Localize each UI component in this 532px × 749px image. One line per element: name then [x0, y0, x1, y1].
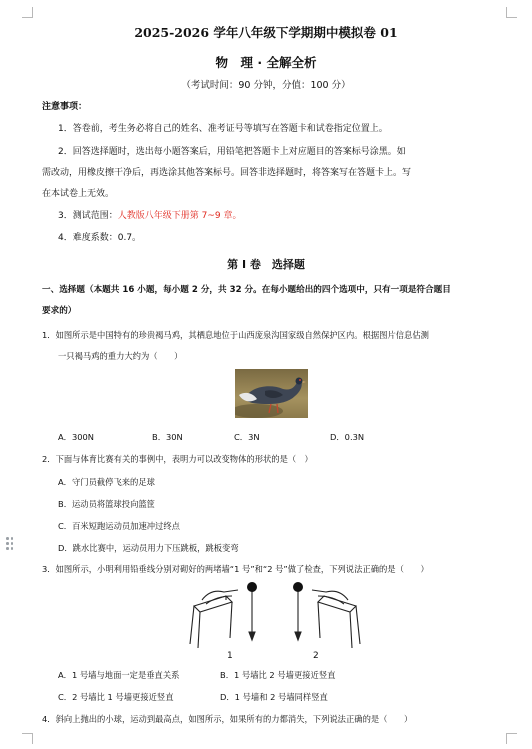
question-2-option-d: D．跳水比赛中，运动员用力下压跳板，跳板变弯: [58, 543, 239, 553]
plumb-line-figure: [186, 578, 364, 650]
figure-label-1: 1: [227, 651, 233, 661]
question-3-option-c: C．2 号墙比 1 号墙更接近竖直: [58, 692, 174, 702]
notes-item-1: 1．答卷前，考生务必将自己的姓名、准考证号等填写在答题卡和试卷指定位置上。: [58, 124, 388, 134]
section-title: 第 I 卷 选择题: [227, 258, 305, 271]
notes-item-2-line-3: 在本试卷上无效。: [42, 189, 115, 199]
question-2-option-b: B．运动员将篮球投向篮筐: [58, 499, 155, 509]
notes-item-4: 4．难度系数：0.7。: [58, 233, 142, 243]
question-1-option-a: A．300N: [58, 432, 95, 442]
bird-photo: [235, 369, 308, 418]
question-1-option-c: C．3N: [234, 432, 260, 442]
question-2-option-c: C．百米短跑运动员加速冲过终点: [58, 521, 180, 531]
question-1-line-2: 一只褐马鸡的重力大约为（ ）: [58, 351, 183, 361]
question-3-option-d: D．1 号墙和 2 号墙同样竖直: [220, 692, 328, 702]
exam-info: （考试时间：90 分钟，分值：100 分）: [181, 80, 351, 91]
question-4-line-1: 4．斜向上抛出的小球，运动到最高点，如图所示，如果所有的力都消失，下列说法正确的是（ ）: [42, 714, 413, 724]
drag-handle-icon[interactable]: [6, 537, 14, 553]
exam-title: 2025-2026 学年八年级下学期期中模拟卷 01: [134, 25, 398, 40]
question-1-line-1: 1．如图所示是中国特有的珍贵褐马鸡，其栖息地位于山西庞泉沟国家级自然保护区内。根据图片信息估测: [42, 330, 429, 340]
corner-mark-top-right: [506, 7, 517, 18]
notes-item-2-line-2: 需改动，用橡皮擦干净后，再选涂其他答案标号。回答非选择题时，将答案写在答题卡上。写: [42, 168, 412, 178]
subject-title: 物 理 · 全解全析: [215, 55, 317, 70]
question-1-option-b: B．30N: [152, 432, 183, 442]
question-3-line-1: 3．如图所示，小明利用铅垂线分别对砌好的两堵墙“1 号”和“2 号”做了检查，下列说法正确的是（ ）: [42, 564, 429, 574]
section-intro-line-1: 一、选择题（本题共 16 小题，每小题 2 分，共 32 分。在每小题给出的四个选项中，只有一项是符合题目: [42, 285, 451, 295]
corner-mark-bottom-right: [506, 733, 517, 744]
question-3-option-b: B．1 号墙比 2 号墙更接近竖直: [220, 670, 336, 680]
corner-mark-top-left: [22, 7, 33, 18]
test-range: 人教版八年级下册第 7~9 章。: [117, 211, 242, 221]
question-1-option-d: D．0.3N: [330, 432, 365, 442]
question-2-option-a: A．守门员截停飞来的足球: [58, 477, 155, 487]
figure-label-2: 2: [313, 651, 319, 661]
notes-item-3: [58, 210, 241, 222]
notes-item-2-line-1: 2．回答选择题时，选出每小题答案后，用铅笔把答题卡上对应题目的答案标号涂黑。如: [58, 147, 406, 157]
question-3-option-a: A．1 号墙与地面一定是垂直关系: [58, 670, 180, 680]
corner-mark-bottom-left: [22, 733, 33, 744]
notes-item-3-prefix: 3．测试范围：: [58, 211, 118, 221]
notes-heading: 注意事项：: [42, 102, 88, 112]
section-intro-line-2: 要求的）: [42, 306, 77, 316]
question-2-line-1: 2．下面与体育比赛有关的事例中，表明力可以改变物体的形状的是（ ）: [42, 454, 313, 464]
